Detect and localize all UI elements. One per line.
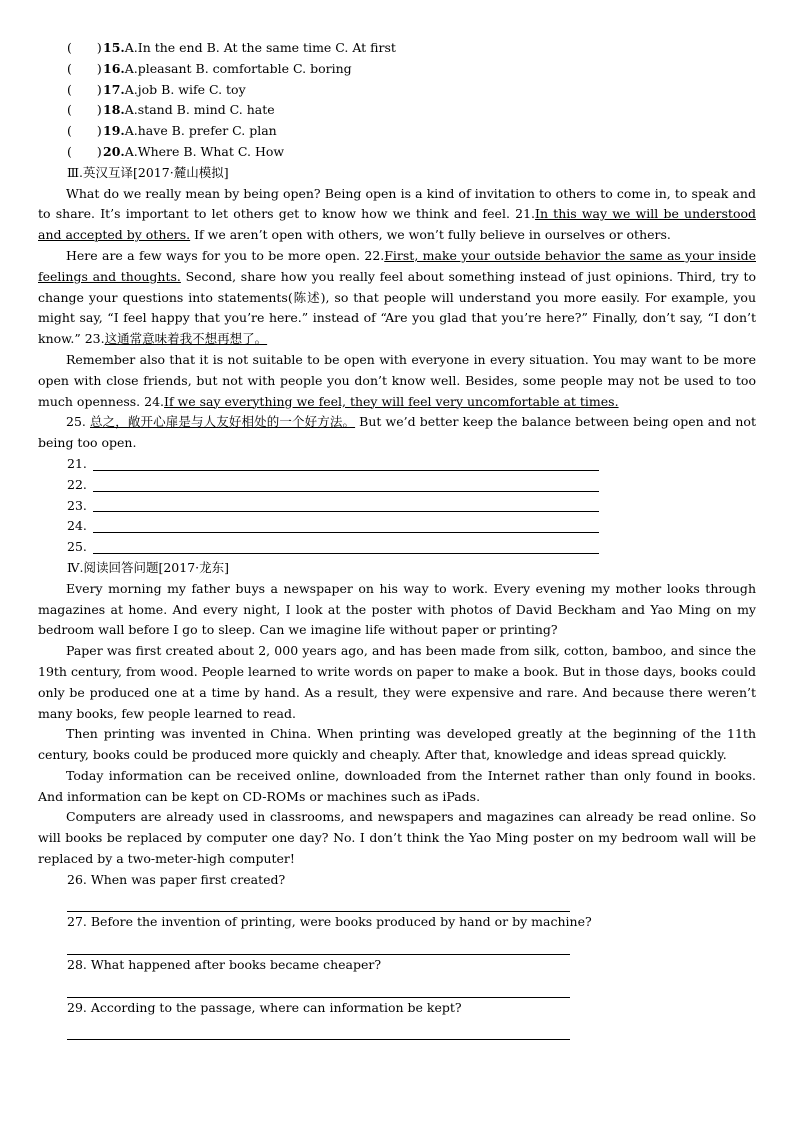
choice-item bbox=[38, 38, 756, 59]
question-number: 29. bbox=[67, 999, 87, 1015]
choice-number: 20. bbox=[103, 143, 125, 159]
answer-label: 22. bbox=[67, 476, 87, 492]
answer-blank[interactable] bbox=[67, 1018, 570, 1040]
answer-line bbox=[38, 496, 756, 517]
choice-number: 18. bbox=[103, 102, 125, 118]
answer-paren[interactable]: ( ) bbox=[67, 143, 102, 159]
answer-line bbox=[38, 516, 756, 537]
reading-paragraph: Computers are already used in classrooms, and newspapers and magazines can already be read online. So will books be replaced by computer one day? No. I don’t think the Yao Ming poster on my bedroom wall will be replaced by a two-meter-high computer! bbox=[38, 809, 756, 867]
question-number: 27. bbox=[67, 914, 87, 930]
answer-line bbox=[38, 475, 756, 496]
answer-paren[interactable]: ( ) bbox=[67, 60, 102, 76]
answer-blank[interactable] bbox=[93, 539, 599, 554]
paragraph-text: Here are a few ways for you to be more open. 22. bbox=[66, 247, 385, 263]
question-text: Before the invention of printing, were books produced by hand or by machine? bbox=[90, 914, 592, 930]
answer-blank[interactable] bbox=[67, 976, 570, 998]
answer-blank[interactable] bbox=[93, 497, 599, 512]
question bbox=[38, 955, 756, 976]
paragraph-text: 25. bbox=[66, 414, 90, 430]
reading-paragraph: Every morning my father buys a newspaper on his way to work. Every evening my mother looks through magazines at home. And every night, I look at the poster with photos of David Beckham and Yao Ming on my bedroom wall before I go to sleep. Can we imagine life without paper or printing? bbox=[38, 580, 756, 638]
paragraph-text: What do we really mean by being open? Being open is a kind of invitation to others to come in, to speak and to share. It’s important to let others get to know how we think and feel. 21. bbox=[38, 185, 756, 222]
choice-list bbox=[38, 38, 756, 163]
passage-paragraph bbox=[38, 184, 756, 246]
choice-options: A.job B. wife C. toy bbox=[124, 81, 246, 97]
reading-paragraph: Today information can be received online, downloaded from the Internet rather than only found in books. And information can be kept on CD-ROMs or machines such as iPads. bbox=[38, 767, 756, 804]
section-3-heading: Ⅲ.英汉互译[2017·麓山模拟] bbox=[67, 164, 229, 180]
question-number: 28. bbox=[67, 957, 87, 973]
underlined-sentence: 这通常意味着我不想再想了。 bbox=[104, 331, 268, 347]
answer-label: 21. bbox=[67, 455, 87, 471]
choice-number: 17. bbox=[103, 81, 125, 97]
answer-paren[interactable]: ( ) bbox=[67, 123, 102, 139]
passage-paragraph bbox=[38, 350, 756, 412]
answer-blank[interactable] bbox=[67, 891, 570, 913]
answer-label: 23. bbox=[67, 497, 87, 513]
paragraph-text: Second, share how you really feel about something instead of just opinions. Third, try to change your questions into statements(陈述), so that people will understand you more easily. For example, you might say, “I feel happy that you’re here.” instead of “Are you glad that you’re here?” Finally, don’t say, “I don’t know.” 23. bbox=[38, 268, 756, 347]
passage-paragraph bbox=[38, 412, 756, 454]
answer-paren[interactable]: ( ) bbox=[67, 102, 102, 118]
reading-paragraph: Then printing was invented in China. When printing was developed greatly at the beginning of the 11th century, books could be produced more quickly and cheaply. After that, knowledge and ideas spread quickly. bbox=[38, 726, 756, 763]
worksheet-content bbox=[38, 38, 756, 1040]
choice-options: A.Where B. What C. How bbox=[124, 143, 285, 159]
answer-paren[interactable]: ( ) bbox=[67, 81, 102, 97]
section-4-heading: Ⅳ.阅读回答问题[2017·龙东] bbox=[67, 559, 229, 575]
underlined-sentence: If we say everything we feel, they will feel very uncomfortable at times. bbox=[164, 393, 619, 409]
paragraph-text: But we’d better keep the balance between being open and not being too open. bbox=[38, 414, 756, 451]
passage-paragraph bbox=[38, 246, 756, 350]
choice-options: A.stand B. mind C. hate bbox=[124, 102, 275, 118]
answer-label: 24. bbox=[67, 518, 87, 534]
paragraph-text: If we aren’t open with others, we won’t fully believe in ourselves or others. bbox=[190, 227, 671, 243]
choice-number: 16. bbox=[103, 60, 125, 76]
choice-item bbox=[38, 142, 756, 163]
question bbox=[38, 912, 756, 933]
choice-item bbox=[38, 121, 756, 142]
question-number: 26. bbox=[67, 871, 87, 887]
paragraph-text: Remember also that it is not suitable to be open with everyone in every situation. You may want to be more open with close friends, but not with people you don’t know well. Besides, some people may not be used to too much openness. 24. bbox=[38, 351, 756, 409]
question bbox=[38, 870, 756, 891]
choice-number: 15. bbox=[103, 40, 125, 55]
question-text: When was paper first created? bbox=[90, 871, 286, 887]
choice-number: 19. bbox=[103, 123, 125, 139]
translation-answer-lines bbox=[38, 454, 756, 558]
answer-label: 25. bbox=[67, 539, 87, 555]
answer-blank[interactable] bbox=[93, 477, 599, 492]
choice-options: A.In the end B. At the same time C. At first bbox=[124, 40, 396, 55]
answer-line bbox=[38, 454, 756, 475]
question-text: What happened after books became cheaper? bbox=[90, 957, 382, 973]
question bbox=[38, 998, 756, 1019]
question-text: According to the passage, where can information be kept? bbox=[90, 999, 462, 1015]
answer-blank[interactable] bbox=[93, 456, 599, 471]
choice-item bbox=[38, 100, 756, 121]
answer-blank[interactable] bbox=[93, 518, 599, 533]
reading-paragraph: Paper was first created about 2, 000 years ago, and has been made from silk, cotton, bamboo, and since the 19th century, from wood. People learned to write words on paper to make a book. But in those days, books could only be produced one at a time by hand. As a result, they were expensive and rare. And because there weren’t many books, few people learned to read. bbox=[38, 643, 756, 721]
answer-paren[interactable]: ( ) bbox=[67, 40, 102, 55]
choice-item bbox=[38, 59, 756, 80]
underlined-sentence: In this way we will be understood and accepted by others. bbox=[38, 206, 757, 243]
choice-item bbox=[38, 80, 756, 101]
choice-options: A.have B. prefer C. plan bbox=[124, 123, 277, 139]
answer-line bbox=[38, 537, 756, 558]
underlined-sentence: 总之，敞开心扉是与人友好相处的一个好方法。 bbox=[89, 414, 356, 430]
choice-options: A.pleasant B. comfortable C. boring bbox=[124, 60, 352, 76]
question-list bbox=[38, 870, 756, 1040]
answer-blank[interactable] bbox=[67, 933, 570, 955]
underlined-sentence: First, make your outside behavior the same as your inside feelings and thoughts. bbox=[38, 247, 756, 284]
